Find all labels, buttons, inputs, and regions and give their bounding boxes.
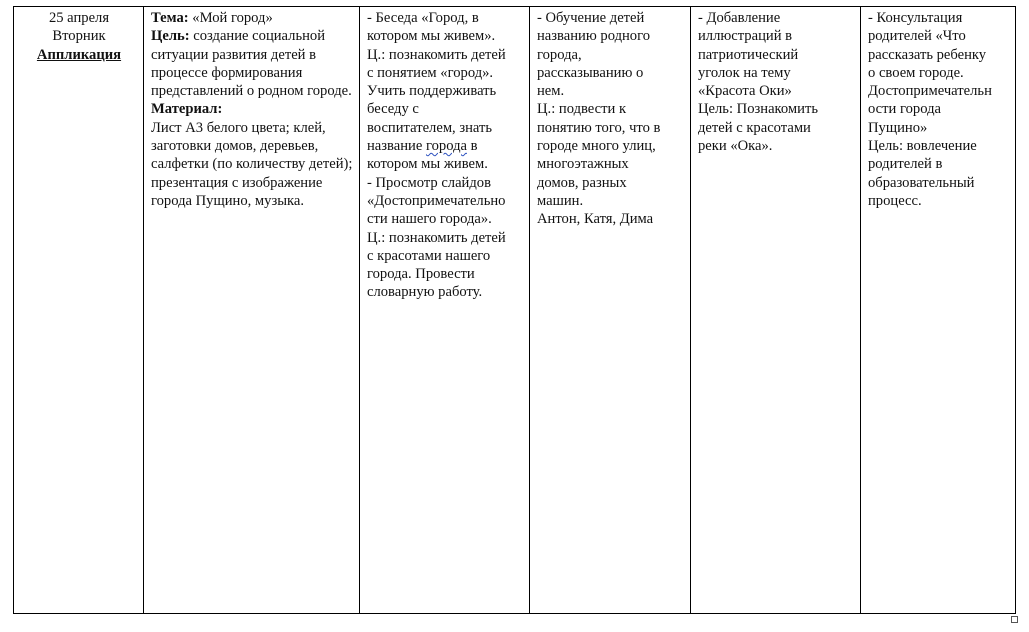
teach-line: домов, разных bbox=[537, 174, 627, 191]
teach-line: города, bbox=[537, 46, 582, 63]
parents-line: о своем городе. bbox=[868, 64, 964, 81]
talk-line bbox=[367, 137, 523, 155]
patriotic-corner-cell bbox=[691, 7, 861, 614]
teach-line: машин. bbox=[537, 192, 584, 209]
theme-value: «Мой город» bbox=[188, 10, 273, 26]
talk-line: сти нашего города». bbox=[367, 211, 492, 228]
talk-line: города. Провести bbox=[367, 266, 475, 283]
goal-value: создание социальной ситуации развития детей в процессе формирования представлений о родном городе. bbox=[151, 28, 352, 100]
talk-line: беседу с bbox=[367, 101, 419, 118]
teach-line: городе много улиц, bbox=[537, 138, 656, 155]
theme-label: Тема: bbox=[151, 10, 189, 26]
parents-line: рассказать ребенку bbox=[868, 46, 987, 63]
parents-line: Достопримечательн bbox=[868, 83, 992, 100]
talk-line: «Достопримечательно bbox=[367, 192, 506, 209]
talk-text: название bbox=[367, 138, 426, 155]
weekday-text: Вторник bbox=[52, 28, 106, 45]
corner-line: патриотический bbox=[698, 46, 799, 63]
teach-line: многоэтажных bbox=[537, 156, 629, 173]
plan-table bbox=[13, 6, 1016, 614]
talk-line: с красотами нашего bbox=[367, 247, 491, 264]
teach-line: - Обучение детей bbox=[537, 10, 645, 26]
material-value: Лист А3 белого цвета; клей, заготовки домов, деревьев, салфетки (по количеству детей); презентация с изображение города Пущино, музыка. bbox=[151, 119, 353, 209]
spellcheck-word: города bbox=[425, 138, 467, 155]
date-cell bbox=[14, 7, 144, 614]
corner-line: - Добавление bbox=[698, 10, 781, 26]
talk-line: словарную работу. bbox=[367, 284, 483, 301]
parents-line: Цель: вовлечение bbox=[868, 138, 977, 155]
theme-line bbox=[151, 9, 353, 27]
children-names: Антон, Катя, Дима bbox=[537, 211, 654, 228]
goal-label: Цель: bbox=[151, 28, 190, 45]
parents-line: процесс. bbox=[868, 192, 922, 209]
talk-line: воспитателем, знать bbox=[367, 119, 493, 136]
talk-line: Ц.: познакомить детей bbox=[367, 229, 506, 246]
conversation-cell bbox=[360, 7, 530, 614]
date-text: 25 апреля bbox=[48, 10, 110, 26]
parents-line: - Консультация bbox=[868, 10, 963, 26]
parents-line: образовательный bbox=[868, 174, 975, 191]
talk-line: Учить поддерживать bbox=[367, 83, 497, 100]
teach-line: нем. bbox=[537, 83, 565, 100]
corner-line: иллюстраций в bbox=[698, 28, 793, 45]
corner-line: детей с красотами bbox=[698, 119, 811, 136]
table-resize-handle[interactable] bbox=[1011, 616, 1018, 623]
teach-line: названию родного bbox=[537, 28, 651, 45]
material-label: Материал: bbox=[151, 101, 223, 118]
teach-line: Ц.: подвести к bbox=[537, 101, 627, 118]
parents-cell bbox=[861, 7, 1016, 614]
parents-line: Пущино» bbox=[868, 119, 928, 136]
corner-line: «Красота Оки» bbox=[698, 83, 792, 100]
teach-line: понятию того, что в bbox=[537, 119, 661, 136]
theme-cell bbox=[144, 7, 360, 614]
activity-title: Аппликация bbox=[36, 46, 122, 63]
table-row bbox=[14, 7, 1016, 614]
talk-text: в bbox=[466, 138, 478, 155]
teach-line: рассказыванию о bbox=[537, 64, 644, 81]
talk-line: Ц.: познакомить детей bbox=[367, 46, 506, 63]
talk-line: котором мы живем». bbox=[367, 28, 496, 45]
corner-line: уголок на тему bbox=[698, 64, 791, 81]
talk-line: - Беседа «Город, в bbox=[367, 10, 479, 26]
talk-line: - Просмотр слайдов bbox=[367, 174, 491, 191]
talk-line: с понятием «город». bbox=[367, 64, 494, 81]
teaching-cell bbox=[530, 7, 691, 614]
parents-line: ости города bbox=[868, 101, 941, 118]
corner-line: реки «Ока». bbox=[698, 138, 773, 155]
parents-line: родителей в bbox=[868, 156, 943, 173]
goal-paragraph bbox=[151, 27, 353, 100]
talk-line: котором мы живем. bbox=[367, 156, 488, 173]
corner-line: Цель: Познакомить bbox=[698, 101, 818, 118]
parents-line: родителей «Что bbox=[868, 28, 966, 45]
